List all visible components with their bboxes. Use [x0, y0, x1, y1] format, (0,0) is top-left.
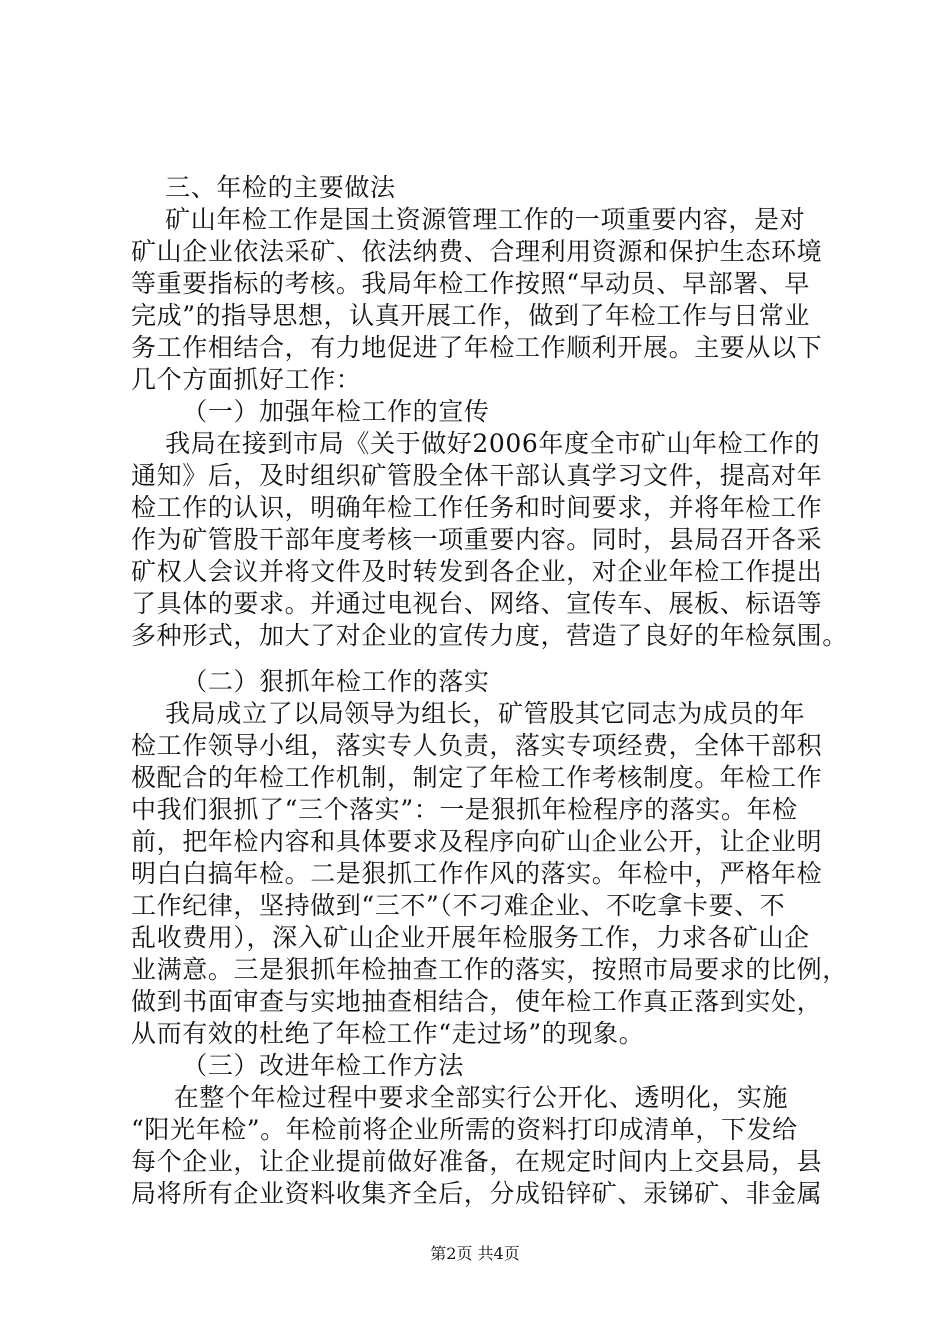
paragraph-line: 做到书面审查与实地抽查相结合，使年检工作真正落到实处，: [131, 987, 823, 1016]
paragraph-line: 了具体的要求。并通过电视台、网络、宣传车、展板、标语等: [131, 589, 823, 618]
paragraph-line: 我局在接到市局《关于做好2006年度全市矿山年检工作的: [131, 429, 821, 458]
paragraph-line: 从而有效的杜绝了年检工作“走过场”的现象。: [131, 1019, 645, 1048]
paragraph-line: 矿山年检工作是国土资源管理工作的一项重要内容，是对: [131, 205, 806, 234]
paragraph-line: 局将所有企业资料收集齐全后，分成铅锌矿、汞锑矿、非金属: [131, 1179, 823, 1208]
subsection-heading: （二）狠抓年检工作的落实: [131, 667, 490, 696]
paragraph-line: 每个企业，让企业提前做好准备，在规定时间内上交县局，县: [131, 1147, 823, 1176]
paragraph-line: 我局成立了以局领导为组长，矿管股其它同志为成员的年: [131, 699, 806, 728]
paragraph-line: 务工作相结合，有力地促进了年检工作顺利开展。主要从以下: [131, 333, 823, 362]
paragraph-line: 完成”的指导思想，认真开展工作，做到了年检工作与日常业: [131, 301, 810, 330]
section-heading: 三、年检的主要做法: [131, 173, 396, 202]
paragraph-line: 通知》后，及时组织矿管股全体干部认真学习文件，提高对年: [131, 461, 823, 490]
paragraph-line: 矿山企业依法采矿、依法纳费、合理利用资源和保护生态环境: [131, 237, 823, 266]
paragraph-line: 在整个年检过程中要求全部实行公开化、透明化，实施: [131, 1083, 789, 1112]
paragraph-line: 极配合的年检工作机制，制定了年检工作考核制度。年检工作: [131, 763, 823, 792]
paragraph-line: 等重要指标的考核。我局年检工作按照“早动员、早部署、早: [131, 269, 810, 298]
paragraph-line: 乱收费用），深入矿山企业开展年检服务工作，力求各矿山企: [131, 923, 810, 952]
paragraph-line: 几个方面抓好工作：: [131, 365, 362, 394]
subsection-heading: （三）改进年检工作方法: [131, 1051, 464, 1080]
paragraph-line: 多种形式，加大了对企业的宣传力度，营造了良好的年检氛围。: [131, 621, 848, 650]
paragraph-line: 中我们狠抓了“三个落实”：一是狠抓年检程序的落实。年检: [131, 795, 798, 824]
page-number-footer: 第2页 共4页: [430, 1244, 520, 1263]
subsection-heading: （一）加强年检工作的宣传: [131, 397, 490, 426]
paragraph-line: “阳光年检”。年检前将企业所需的资料打印成清单，下发给: [131, 1115, 798, 1144]
paragraph-line: 检工作领导小组，落实专人负责，落实专项经费，全体干部积: [131, 731, 823, 760]
paragraph-line: 明白白搞年检。二是狠抓工作作风的落实。年检中，严格年检: [131, 859, 823, 888]
paragraph-line: 前，把年检内容和具体要求及程序向矿山企业公开，让企业明: [131, 827, 823, 856]
paragraph-line: 作为矿管股干部年度考核一项重要内容。同时，县局召开各采: [131, 525, 823, 554]
paragraph-line: 工作纪律，坚持做到“三不”（不刁难企业、不吃拿卡要、不: [131, 891, 786, 920]
paragraph-line: 矿权人会议并将文件及时转发到各企业，对企业年检工作提出: [131, 557, 823, 586]
paragraph-line: 检工作的认识，明确年检工作任务和时间要求，并将年检工作: [131, 493, 823, 522]
paragraph-line: 业满意。三是狠抓年检抽查工作的落实，按照市局要求的比例，: [131, 955, 848, 984]
